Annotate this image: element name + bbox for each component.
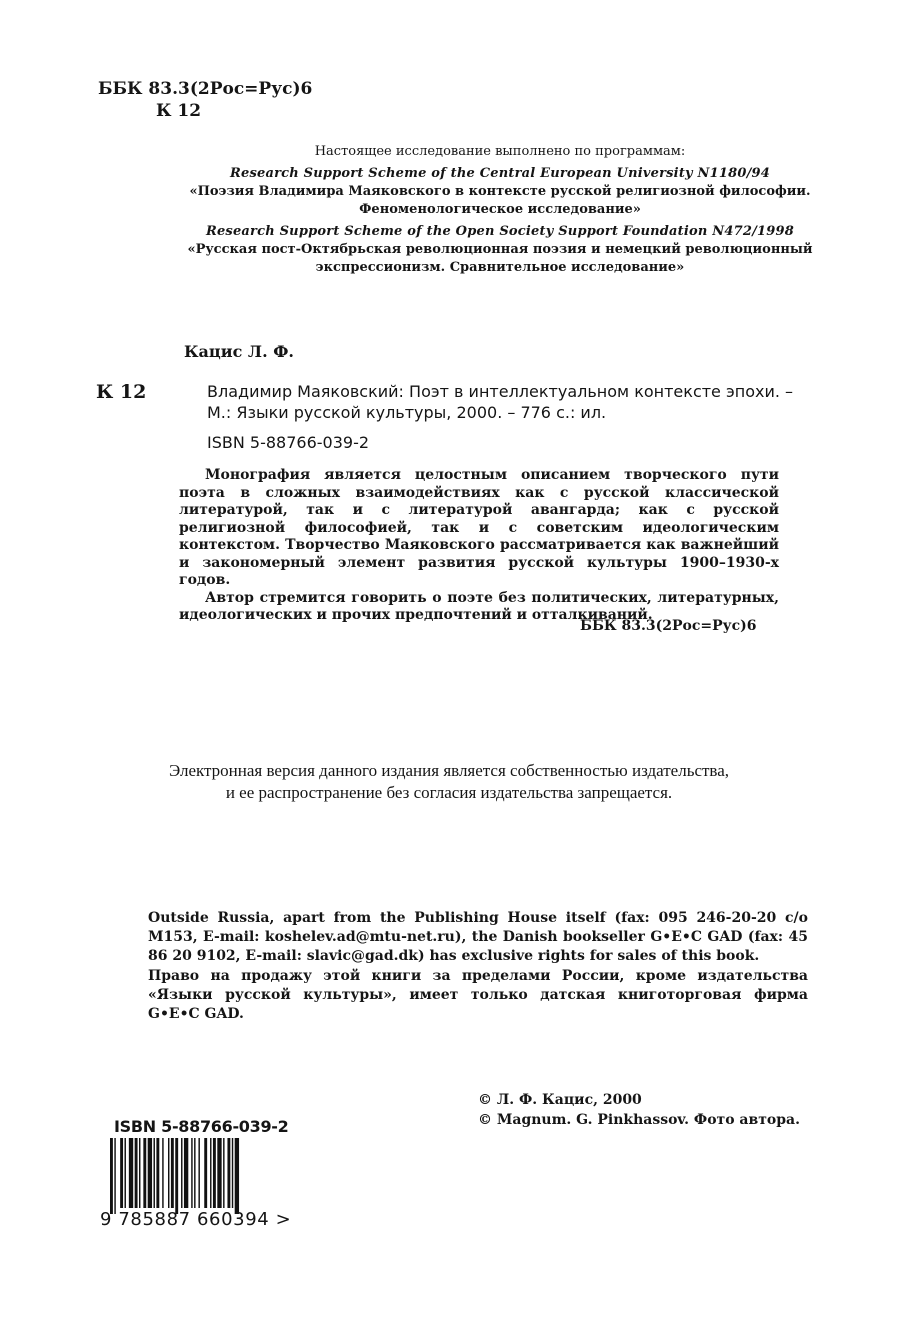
notice-line: Электронная версия данного издания является собственностью издательства, xyxy=(168,761,730,780)
barcode-digits: 9 785887 660394 > xyxy=(100,1209,292,1230)
grants-intro: Настоящее исследование выполнено по программам: xyxy=(314,144,686,159)
barcode-bar xyxy=(129,1138,133,1208)
rights-english: Outside Russia, apart from the Publishing House itself (fax: 095 246-20-20 c/o M153, E-mail: koshelev.ad@mtu-net.ru), the Danish bookseller G•E•C GAD (fax: 45 86 20 9102, E-mail: slavic@gad.dk) has exclusive rights for sales of this book. xyxy=(148,910,808,964)
barcode-bar xyxy=(194,1138,195,1208)
barcode-bar xyxy=(156,1138,159,1208)
grant-item xyxy=(150,165,850,219)
barcode-bar xyxy=(181,1138,182,1208)
bbk-code: ББК 83.3(2Рос=Рус)6 xyxy=(98,79,313,99)
bbk-header xyxy=(98,78,312,122)
grants-section xyxy=(150,143,850,281)
catalog-isbn: ISBN 5-88766-039-2 xyxy=(207,433,370,452)
barcode-bar xyxy=(154,1138,155,1208)
copyright-line: © Л. Ф. Кацис, 2000 xyxy=(478,1092,642,1108)
notice-line: и ее распространение без согласия издательства запрещается. xyxy=(225,783,673,802)
catalog-title-line: Владимир Маяковский: Поэт в интеллектуальном контексте эпохи. – xyxy=(207,382,794,401)
grant-project-line: экспрессионизм. Сравнительное исследование» xyxy=(315,260,685,275)
catalog-author: Кацис Л. Ф. xyxy=(184,342,294,361)
barcode-isbn-label: ISBN 5-88766-039-2 xyxy=(114,1117,289,1136)
abstract-paragraph: Автор стремится говорить о поэте без политических, литературных, идеологических и прочих предпочтений и отталкиваний. xyxy=(179,589,779,623)
catalog-title-line: М.: Языки русской культуры, 2000. – 776 с.: ил. xyxy=(207,403,607,422)
barcode-bar xyxy=(175,1138,178,1214)
barcode-bar xyxy=(227,1138,230,1208)
electronic-notice xyxy=(0,760,898,804)
barcode-bar xyxy=(135,1138,138,1208)
barcode-bar xyxy=(232,1138,233,1208)
barcode-bar xyxy=(162,1138,163,1208)
barcode-bar xyxy=(217,1138,221,1208)
barcode-bar xyxy=(171,1138,174,1208)
barcode-bar xyxy=(143,1138,146,1208)
rights-russian: Право на продажу этой книги за пределами России, кроме издательства «Языки русской культуры», имеет только датская книготорговая фирма G•E•C GAD. xyxy=(148,968,808,1022)
barcode-bar xyxy=(198,1138,199,1208)
barcode-bar xyxy=(125,1138,126,1208)
grant-project-line: Феноменологическое исследование» xyxy=(359,202,641,217)
grant-scheme: Research Support Scheme of the Central European University N1180/94 xyxy=(229,166,771,181)
barcode-bar xyxy=(139,1138,140,1208)
barcode-bar xyxy=(213,1138,216,1208)
bbk-index: К 12 xyxy=(156,101,202,121)
barcode-bar xyxy=(120,1138,123,1208)
barcode-bar xyxy=(204,1138,207,1208)
catalog-index: К 12 xyxy=(96,381,147,403)
grant-project-line: «Русская пост-Октябрьская революционная поэзия и немецкий революционный xyxy=(187,242,813,257)
grant-item xyxy=(150,223,850,277)
abstract-paragraph: Монография является целостным описанием творческого пути поэта в сложных взаимодействиях как с русской классической литературой, так и с литературой авангарда; как с русской религиозной философией, так и с советским идеологическим контекстом. Творчество Маяковского рассматривается как важнейший и закономерный элемент развития русской культуры 1900–1930-х годов. xyxy=(179,467,779,588)
copyright-line: © Magnum. G. Pinkhassov. Фото автора. xyxy=(478,1112,800,1128)
barcode-bar xyxy=(168,1138,169,1208)
barcode-bar xyxy=(148,1138,152,1208)
barcode-bar xyxy=(223,1138,224,1208)
barcode-bars xyxy=(108,1138,278,1214)
grant-scheme: Research Support Scheme of the Open Society Support Foundation N472/1998 xyxy=(205,224,795,239)
abstract-bbk: ББК 83.3(2Рос=Рус)6 xyxy=(580,618,757,634)
grant-project-line: «Поэзия Владимира Маяковского в контексте русской религиозной философии. xyxy=(189,184,811,199)
copyright xyxy=(478,1090,800,1130)
barcode-bar xyxy=(110,1138,113,1214)
barcode-bar xyxy=(114,1138,115,1214)
abstract xyxy=(179,467,779,625)
barcode-bar xyxy=(210,1138,211,1208)
barcode-bar xyxy=(184,1138,188,1208)
barcode-bar xyxy=(235,1138,239,1214)
barcode-bar xyxy=(191,1138,192,1208)
